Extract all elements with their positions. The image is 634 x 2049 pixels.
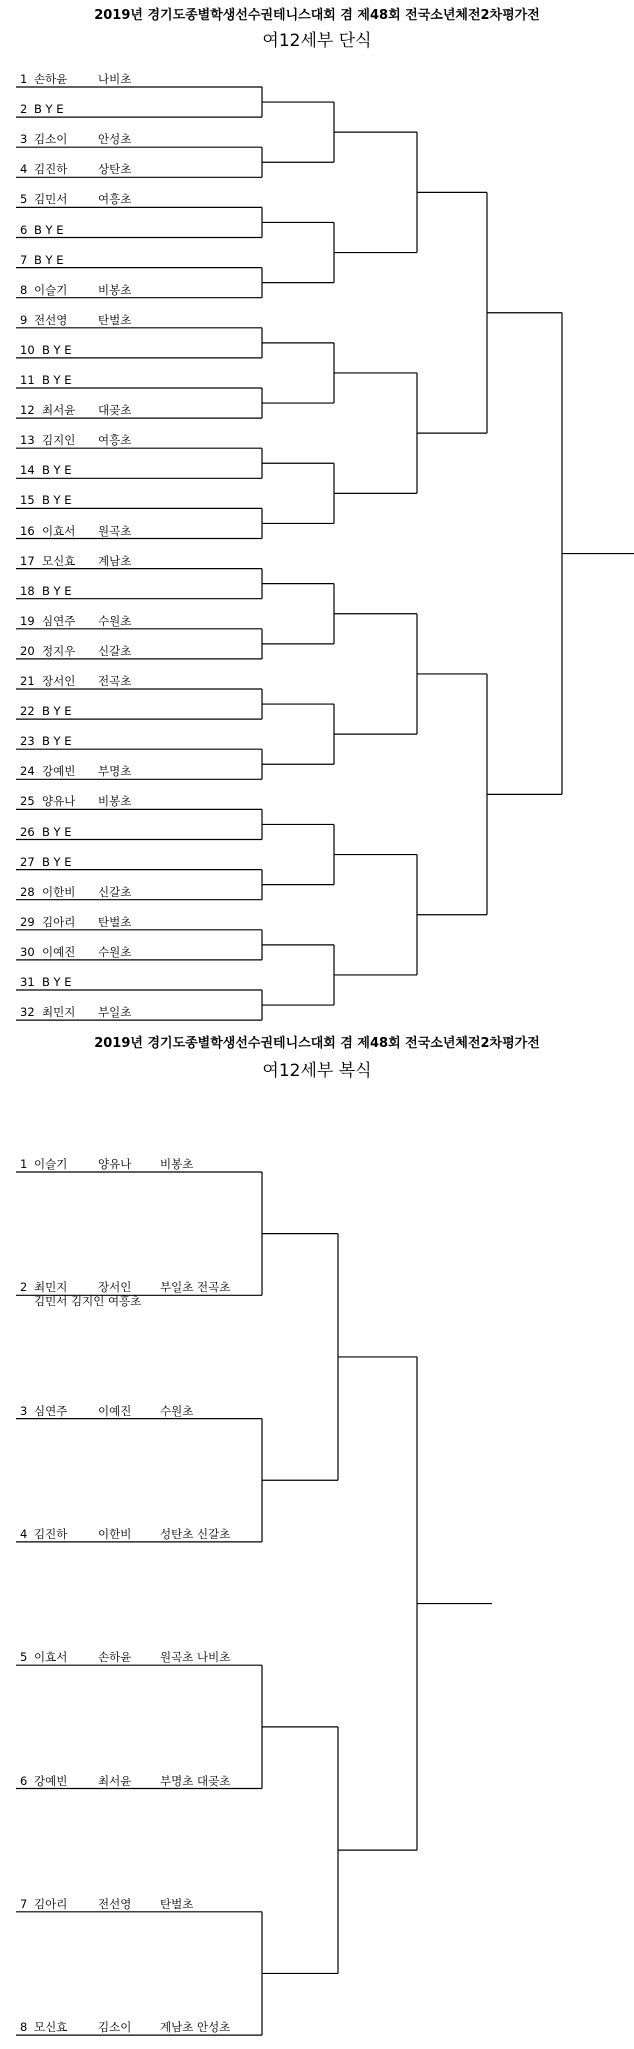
entry-seed-number: 27 [20, 854, 35, 869]
entry-seed-number: 2 [20, 1280, 28, 1295]
entry-seed-number: 10 [20, 342, 35, 357]
entry-seed-number: 1 [20, 72, 28, 86]
school-name: 부명초 [98, 764, 132, 779]
player-name: 양유나 [42, 794, 76, 809]
player-name: B Y E [42, 704, 72, 719]
school-name: 신갈초 [98, 643, 132, 658]
school-name: 전곡초 [98, 674, 132, 688]
entry-seed-number: 31 [20, 975, 35, 989]
entry-seed-number: 8 [20, 282, 28, 297]
school-name: 비봉초 [160, 1157, 194, 1171]
player-name: 김진하 [34, 1526, 68, 1541]
doubles-tournament-title: 2019년 경기도종별학생선수권테니스대회 겸 제48회 전국소년체전2차평가전 [94, 1036, 540, 1051]
entry-seed-number: 32 [20, 1005, 35, 1020]
player-name: 김아리 [42, 914, 76, 929]
school-name: 계남초 [98, 553, 132, 568]
player-name: 김아리 [34, 1896, 68, 1911]
entry-seed-number: 4 [20, 1526, 28, 1541]
player-name: 전선영 [34, 312, 68, 327]
player-name: 이슬기 [34, 1157, 68, 1171]
partner-name: 전선영 [98, 1896, 132, 1911]
player-name: 강예빈 [34, 1773, 68, 1788]
entry-seed-number: 9 [20, 312, 28, 327]
player-name: 김진하 [34, 162, 68, 177]
partner-name: 김소이 [98, 2020, 132, 2035]
school-name: 여흥초 [98, 192, 132, 207]
school-name: 수원초 [98, 944, 132, 959]
player-name: B Y E [34, 102, 64, 117]
player-name: B Y E [42, 734, 72, 749]
entry-seed-number: 21 [20, 674, 35, 688]
school-name: 탄벌초 [160, 1896, 194, 1911]
entry-seed-number: 22 [20, 704, 35, 719]
player-name: 이효서 [42, 523, 76, 538]
entry-seed-number: 25 [20, 794, 35, 809]
entry-seed-number: 17 [20, 553, 35, 568]
entry-seed-number: 14 [20, 463, 35, 478]
player-name: B Y E [42, 463, 72, 478]
entry-seed-number: 5 [20, 1650, 28, 1665]
school-name: 나비초 [98, 72, 132, 86]
singles-tournament-title: 2019년 경기도종별학생선수권테니스대회 겸 제48회 전국소년체전2차평가전 [94, 8, 540, 23]
entry-seed-number: 20 [20, 643, 35, 658]
entry-seed-number: 30 [20, 944, 35, 959]
doubles-event-title: 여12세부 복식 [262, 1061, 372, 1081]
player-name: 최민지 [42, 1005, 76, 1020]
player-name: 이한비 [42, 884, 76, 899]
school-name: 부일초 [98, 1005, 132, 1020]
partner-name: 이한비 [98, 1526, 132, 1541]
school-name: 부일초 전곡초 [160, 1280, 231, 1295]
school-name: 탄벌초 [98, 312, 132, 327]
player-name: B Y E [42, 975, 72, 989]
entry-seed-number: 15 [20, 493, 35, 508]
player-name: B Y E [42, 583, 72, 598]
school-name: 대곶초 [98, 403, 132, 418]
school-name: 성탄초 신갈초 [160, 1526, 231, 1541]
entry-seed-number: 3 [20, 132, 28, 147]
player-name: B Y E [42, 854, 72, 869]
partner-name: 이예진 [98, 1403, 132, 1418]
entry-seed-number: 11 [20, 373, 35, 387]
player-name: 강예빈 [42, 764, 76, 779]
school-name: 수원초 [160, 1403, 194, 1418]
school-name: 신갈초 [98, 884, 132, 899]
player-name: 최민지 [34, 1280, 68, 1295]
entry-seed-number: 5 [20, 192, 28, 207]
entry-seed-number: 8 [20, 2020, 28, 2035]
school-name: 상탄초 [98, 162, 132, 177]
player-name: 김지인 [42, 433, 76, 448]
entry-seed-number: 28 [20, 884, 35, 899]
school-name: 원곡초 나비초 [160, 1650, 231, 1665]
player-name: B Y E [42, 824, 72, 839]
entry-seed-number: 1 [20, 1157, 28, 1171]
alternate-pair-note: 김민서 김지인 여흥초 [34, 1294, 142, 1309]
entry-seed-number: 24 [20, 764, 35, 779]
player-name: 김소이 [34, 132, 68, 147]
player-name: 이슬기 [34, 282, 68, 297]
entry-seed-number: 23 [20, 734, 35, 749]
player-name: 정지우 [42, 643, 76, 658]
school-name: 탄벌초 [98, 914, 132, 929]
player-name: 이예진 [42, 944, 76, 959]
player-name: 심연주 [34, 1403, 68, 1418]
entry-seed-number: 12 [20, 403, 35, 418]
entry-seed-number: 16 [20, 523, 35, 538]
player-name: 심연주 [42, 613, 76, 628]
partner-name: 장서인 [98, 1280, 132, 1295]
school-name: 원곡초 [98, 523, 132, 538]
player-name: B Y E [42, 342, 72, 357]
player-name: B Y E [34, 252, 64, 267]
entry-seed-number: 6 [20, 1773, 28, 1788]
partner-name: 손하윤 [98, 1650, 132, 1665]
school-name: 수원초 [98, 613, 132, 628]
player-name: 모신효 [42, 553, 76, 568]
player-name: B Y E [34, 222, 64, 237]
entry-seed-number: 29 [20, 914, 35, 929]
entry-seed-number: 4 [20, 162, 28, 177]
entry-seed-number: 19 [20, 613, 35, 628]
entry-seed-number: 6 [20, 222, 28, 237]
player-name: B Y E [42, 373, 72, 387]
entry-seed-number: 26 [20, 824, 35, 839]
singles-event-title: 여12세부 단식 [262, 31, 372, 51]
entry-seed-number: 7 [20, 252, 28, 267]
player-name: 장서인 [42, 674, 76, 688]
player-name: 모신효 [34, 2020, 68, 2035]
player-name: 김민서 [34, 192, 68, 207]
partner-name: 양유나 [98, 1157, 132, 1171]
entry-seed-number: 13 [20, 433, 35, 448]
entry-seed-number: 7 [20, 1896, 28, 1911]
entry-seed-number: 18 [20, 583, 35, 598]
school-name: 비봉초 [98, 794, 132, 809]
player-name: 최서윤 [42, 403, 76, 418]
entry-seed-number: 3 [20, 1403, 28, 1418]
player-name: 이효서 [34, 1650, 68, 1665]
school-name: 여흥초 [98, 433, 132, 448]
school-name: 부명초 대곶초 [160, 1773, 231, 1788]
school-name: 비봉초 [98, 282, 132, 297]
player-name: 손하윤 [34, 72, 68, 86]
player-name: B Y E [42, 493, 72, 508]
entry-seed-number: 2 [20, 102, 28, 117]
school-name: 안성초 [98, 132, 132, 147]
school-name: 계남초 안성초 [160, 2020, 231, 2035]
partner-name: 최서윤 [98, 1773, 132, 1788]
